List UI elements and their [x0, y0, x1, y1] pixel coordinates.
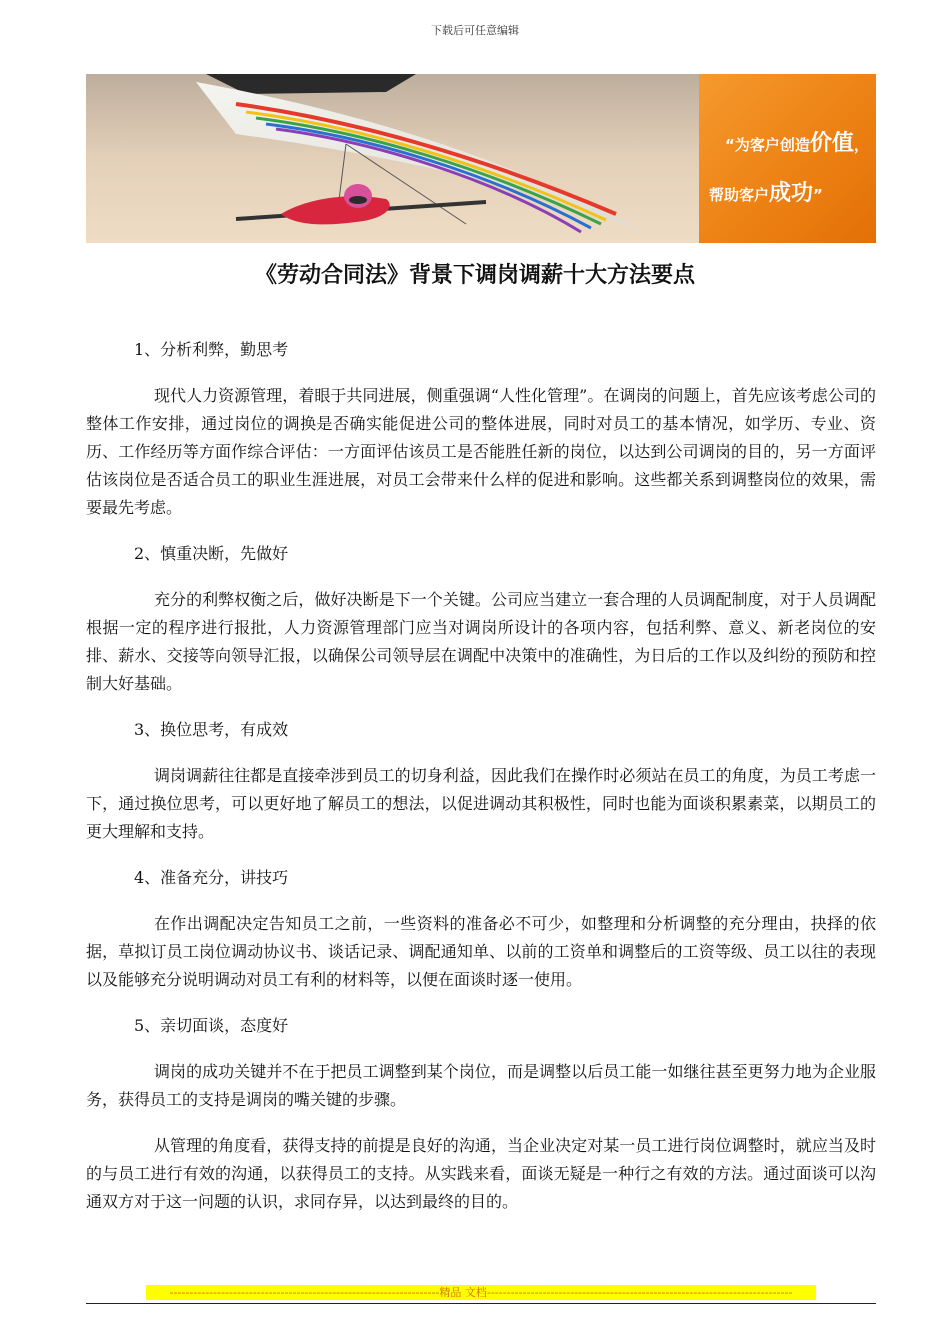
slogan-line-2-emphasis: 成功	[769, 181, 814, 206]
slogan-line-1	[725, 126, 869, 157]
header-note: 下载后可任意编辑	[431, 24, 519, 37]
slogan-line-2-pre: 帮助客户	[709, 186, 770, 204]
section-2	[86, 540, 876, 698]
slogan-line-1-pre: “为客户创造	[725, 136, 810, 154]
section-paragraph: 从管理的角度看，获得支持的前提是良好的沟通，当企业决定对某一员工进行岗位调整时，就应当及时的与员工进行有效的沟通，以获得员工的支持。从实践来看，面谈无疑是一种行之有效的方法。通过面谈可以沟通双方对于这一问题的认识，求同存异，以达到最终的目的。	[86, 1136, 876, 1211]
section-heading: 2、慎重决断，先做好	[134, 544, 289, 563]
section-5	[86, 1012, 876, 1216]
section-1	[86, 336, 876, 522]
slogan-box	[699, 74, 876, 243]
section-3	[86, 716, 876, 846]
section-4	[86, 864, 876, 994]
slogan-line-1-post: ，	[853, 136, 869, 154]
section-paragraph: 现代人力资源管理，着眼于共同进展，侧重强调“人性化管理”。在调岗的问题上，首先应该考虑公司的整体工作安排，通过岗位的调换是否确实能促进公司的整体进展，同时对员工的基本情况，如学历、专业、资历、工作经历等方面作综合评估：一方面评估该员工是否能胜任新的岗位，以达到公司调岗的目的，另一方面评估该岗位是否适合员工的职业生涯进展，对员工会带来什么样的促进和影响。这些都关系到调整岗位的效果，需要最先考虑。	[86, 386, 876, 517]
footer-divider	[86, 1303, 876, 1304]
banner-image	[86, 74, 876, 243]
section-heading: 3、换位思考，有成效	[134, 720, 289, 739]
slogan-line-2-post: ”	[813, 186, 823, 204]
section-heading: 4、准备充分，讲技巧	[134, 868, 289, 887]
document-body	[86, 336, 876, 1234]
section-paragraph: 在作出调配决定告知员工之前，一些资料的准备必不可少，如整理和分析调整的充分理由，抉择的依据，草拟订员工岗位调动协议书、谈话记录、调配通知单、以前的工资单和调整后的工资等级、员工以往的表现以及能够充分说明调动对员工有利的材料等，以便在面谈时逐一使用。	[86, 914, 876, 989]
section-paragraph: 充分的利弊权衡之后，做好决断是下一个关键。公司应当建立一套合理的人员调配制度，对于人员调配根据一定的程序进行报批，人力资源管理部门应当对调岗所设计的各项内容，包括利弊、意义、新老岗位的安排、薪水、交接等向领导汇报，以确保公司领导层在调配中决策中的准确性，为日后的工作以及纠纷的预防和控制大好基础。	[86, 590, 876, 693]
section-paragraph: 调岗的成功关键并不在于把员工调整到某个岗位，而是调整以后员工能一如继往甚至更努力地为企业服务，获得员工的支持是调岗的嘴关键的步骤。	[86, 1062, 876, 1109]
document-title: 《劳动合同法》背景下调岗调薪十大方法要点	[254, 263, 695, 288]
section-heading: 1、分析利弊，勤思考	[134, 340, 289, 359]
footer-watermark-bar: --------------------------------------------------------------------精品 文档-----------------------------------------------------------------------------	[146, 1285, 816, 1300]
section-paragraph: 调岗调薪往往都是直接牵涉到员工的切身利益，因此我们在操作时必须站在员工的角度，为员工考虑一下，通过换位思考，可以更好地了解员工的想法，以促进调动其积极性，同时也能为面谈积累素菜，以期员工的更大理解和支持。	[86, 766, 876, 841]
section-heading: 5、亲切面谈，态度好	[134, 1016, 289, 1035]
slogan-line-2	[709, 176, 823, 207]
slogan-line-1-emphasis: 价值	[809, 131, 854, 156]
hang-glider-illustration	[86, 74, 699, 243]
